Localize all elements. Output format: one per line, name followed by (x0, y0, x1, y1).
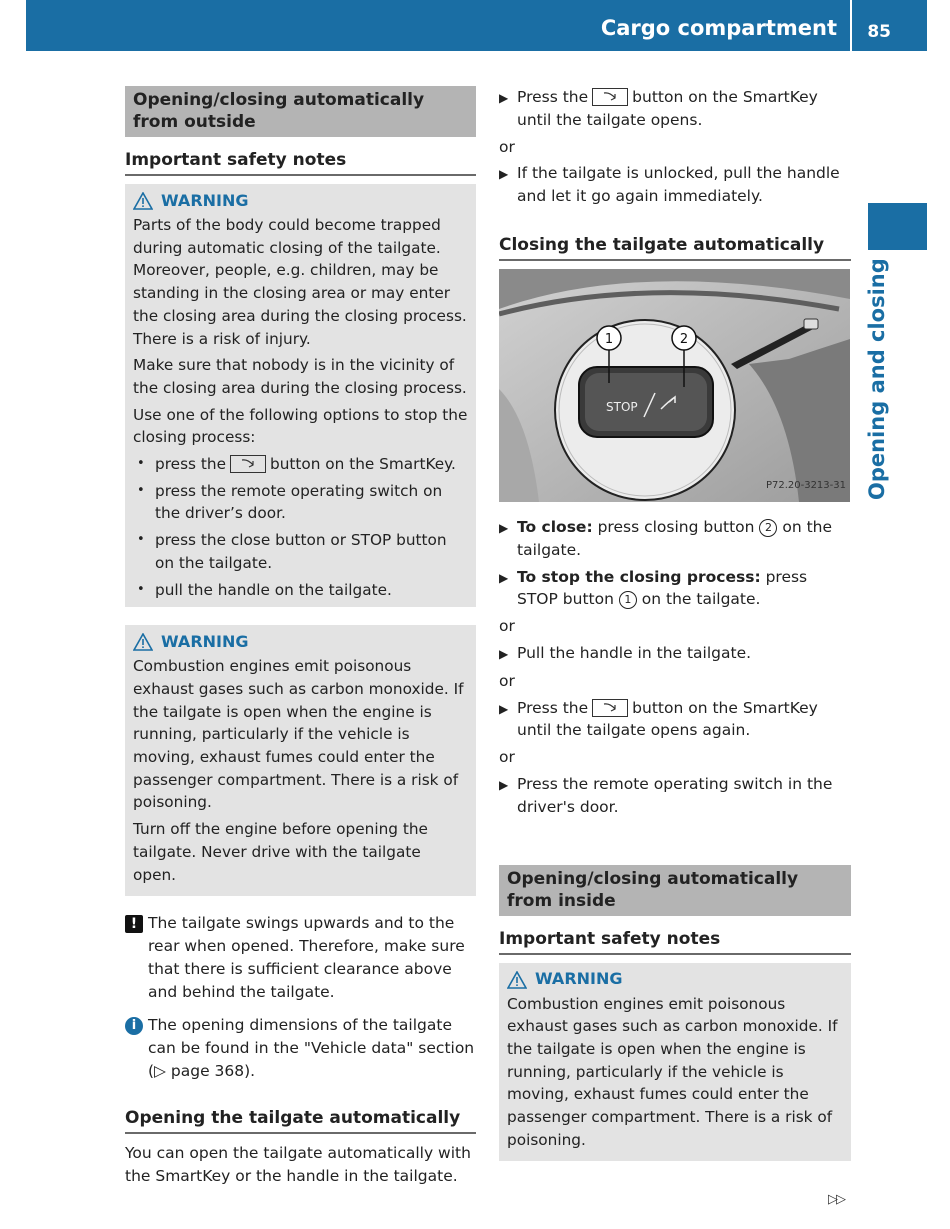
warning-text: Combustion engines emit poisonous exhaust gases such as carbon monoxide. If the tailgate is open when the engine is running, particularly if the vehicle is moving, exhaust fumes could enter the passenger compartment. There is a risk of poisoning. (133, 657, 464, 812)
callout-number: 2 (759, 519, 777, 537)
list-text: pull the handle on the tailgate. (155, 580, 392, 599)
step-arrow-icon: ▶ (499, 646, 509, 661)
warning-text: Combustion engines emit poisonous exhaust gases such as carbon monoxide. If the tailgate is open when the engine is running, particularly if the vehicle is moving, exhaust fumes could enter the passenger compartment. There is a risk of poisoning. (507, 994, 838, 1149)
warning-text: Use one of the following options to stop the closing process: (133, 405, 468, 447)
step-item (499, 697, 851, 743)
warning-box-exhaust (125, 625, 476, 896)
step-text: button on the SmartKey until the tailgate opens again. (517, 698, 818, 740)
continued-next-page-mark: ▷▷ (828, 1192, 844, 1207)
closing-heading: Closing the tailgate automatically (499, 234, 851, 261)
warning-title (133, 188, 468, 214)
list-text: press the close button or STOP button on the tailgate. (155, 531, 447, 572)
step-label: To stop the closing process: (517, 567, 761, 586)
warning-title-text: WARNING (535, 969, 623, 989)
note-caution (125, 912, 476, 1003)
warning-title-text: WARNING (161, 190, 249, 210)
stop-button-label: STOP (606, 399, 638, 414)
warning-text: Parts of the body could become trapped during automatic closing of the tailgate. Moreover, people, e.g. children, may be standing in the closing area or may enter the closing area during the closing process. There is a risk of injury. (133, 216, 467, 348)
right-column (499, 86, 851, 1161)
list-item: • press the remote operating switch on the driver’s door. (133, 480, 468, 525)
or-text: or (499, 617, 515, 636)
chapter-title: Cargo compartment (600, 16, 837, 40)
step-item (499, 566, 851, 612)
step-item (499, 773, 851, 819)
smartkey-tailgate-button-icon (592, 699, 628, 717)
step-arrow-icon: ▶ (499, 570, 509, 585)
step-text: If the tailgate is unlocked, pull the handle and let it go again immediately. (517, 164, 840, 206)
warning-triangle-icon (133, 192, 153, 210)
warning-triangle-icon (133, 633, 153, 651)
step-text: press closing button (597, 517, 755, 536)
step-text: on the tailgate. (517, 517, 833, 559)
or-text: or (499, 137, 515, 156)
step-text: Press the remote operating switch in the driver's door. (517, 774, 833, 816)
list-item: • pull the handle on the tailgate. (133, 579, 468, 602)
smartkey-tailgate-button-icon (592, 88, 628, 106)
step-text: press STOP button (517, 567, 808, 609)
note-text: The tailgate swings upwards and to the rear when opened. Therefore, make sure that there is sufficient clearance above and behind the tailgate. (148, 914, 465, 1001)
left-column (125, 86, 476, 1187)
step-label: To close: (517, 517, 593, 536)
list-text: press the remote operating switch on the driver’s door. (155, 481, 443, 523)
warning-box-exhaust-inside (499, 963, 851, 1162)
opening-text: You can open the tailgate automatically with the SmartKey or the handle in the tailgate. (125, 1143, 471, 1185)
step-text: Pull the handle in the tailgate. (517, 643, 752, 662)
warning-title (133, 629, 468, 655)
note-info (125, 1014, 476, 1082)
list-item: • press the close button or STOP button on the tailgate. (133, 529, 468, 574)
step-item (499, 516, 851, 562)
side-tab-marker (868, 203, 927, 250)
note-text: The opening dimensions of the tailgate can be found in the "Vehicle data" section (▷ page 368). (148, 1016, 475, 1081)
warning-text: Make sure that nobody is in the vicinity of the closing area during the closing process. (133, 356, 467, 397)
safety-notes-heading: Important safety notes (125, 149, 476, 176)
step-text: Press the (517, 698, 589, 717)
list-text: press the (155, 455, 226, 474)
smartkey-tailgate-button-icon (230, 455, 266, 473)
or-text: or (499, 671, 515, 690)
info-icon: i (125, 1017, 143, 1035)
page-number: 85 (867, 22, 891, 42)
opening-heading: Opening the tailgate automatically (125, 1107, 476, 1134)
figure-code: P72.20-3213-31 (765, 480, 846, 492)
section-heading-outside: Opening/closing automatically from outside (125, 86, 476, 137)
warning-triangle-icon (507, 971, 527, 989)
step-arrow-icon: ▶ (499, 777, 509, 792)
step-text: on the tailgate. (641, 590, 761, 609)
step-arrow-icon: ▶ (499, 701, 509, 716)
or-text: or (499, 748, 515, 767)
inside-safety-heading: Important safety notes (499, 928, 851, 955)
warning-box-trapped (125, 184, 476, 607)
tailgate-illustration (499, 269, 850, 502)
callout-number: 1 (619, 591, 637, 609)
tailgate-button-figure (499, 269, 850, 502)
step-arrow-icon: ▶ (499, 167, 509, 182)
step-text: button on the SmartKey until the tailgate opens. (517, 88, 818, 129)
step-item (499, 162, 851, 208)
step-arrow-icon: ▶ (499, 91, 509, 105)
warning-title (507, 967, 843, 993)
callout-1-label: 1 (604, 331, 614, 347)
side-tab-label: Opening and closing (865, 258, 889, 500)
list-item: • press the button on the SmartKey. (137, 455, 456, 474)
warning-text: Turn off the engine before opening the tailgate. Never drive with the tailgate open. (133, 820, 428, 884)
header-divider (850, 0, 852, 51)
exclamation-icon: ! (125, 915, 143, 933)
section-heading-inside: Opening/closing automatically from inside (499, 865, 851, 916)
warning-title-text: WARNING (161, 631, 249, 651)
step-text: Press the (517, 88, 589, 106)
page-header (26, 0, 927, 51)
step-item (499, 642, 851, 666)
step-arrow-icon: ▶ (499, 520, 509, 535)
step-item (499, 86, 851, 132)
callout-2-label: 2 (679, 331, 689, 347)
list-text: button on the SmartKey. (269, 455, 456, 474)
